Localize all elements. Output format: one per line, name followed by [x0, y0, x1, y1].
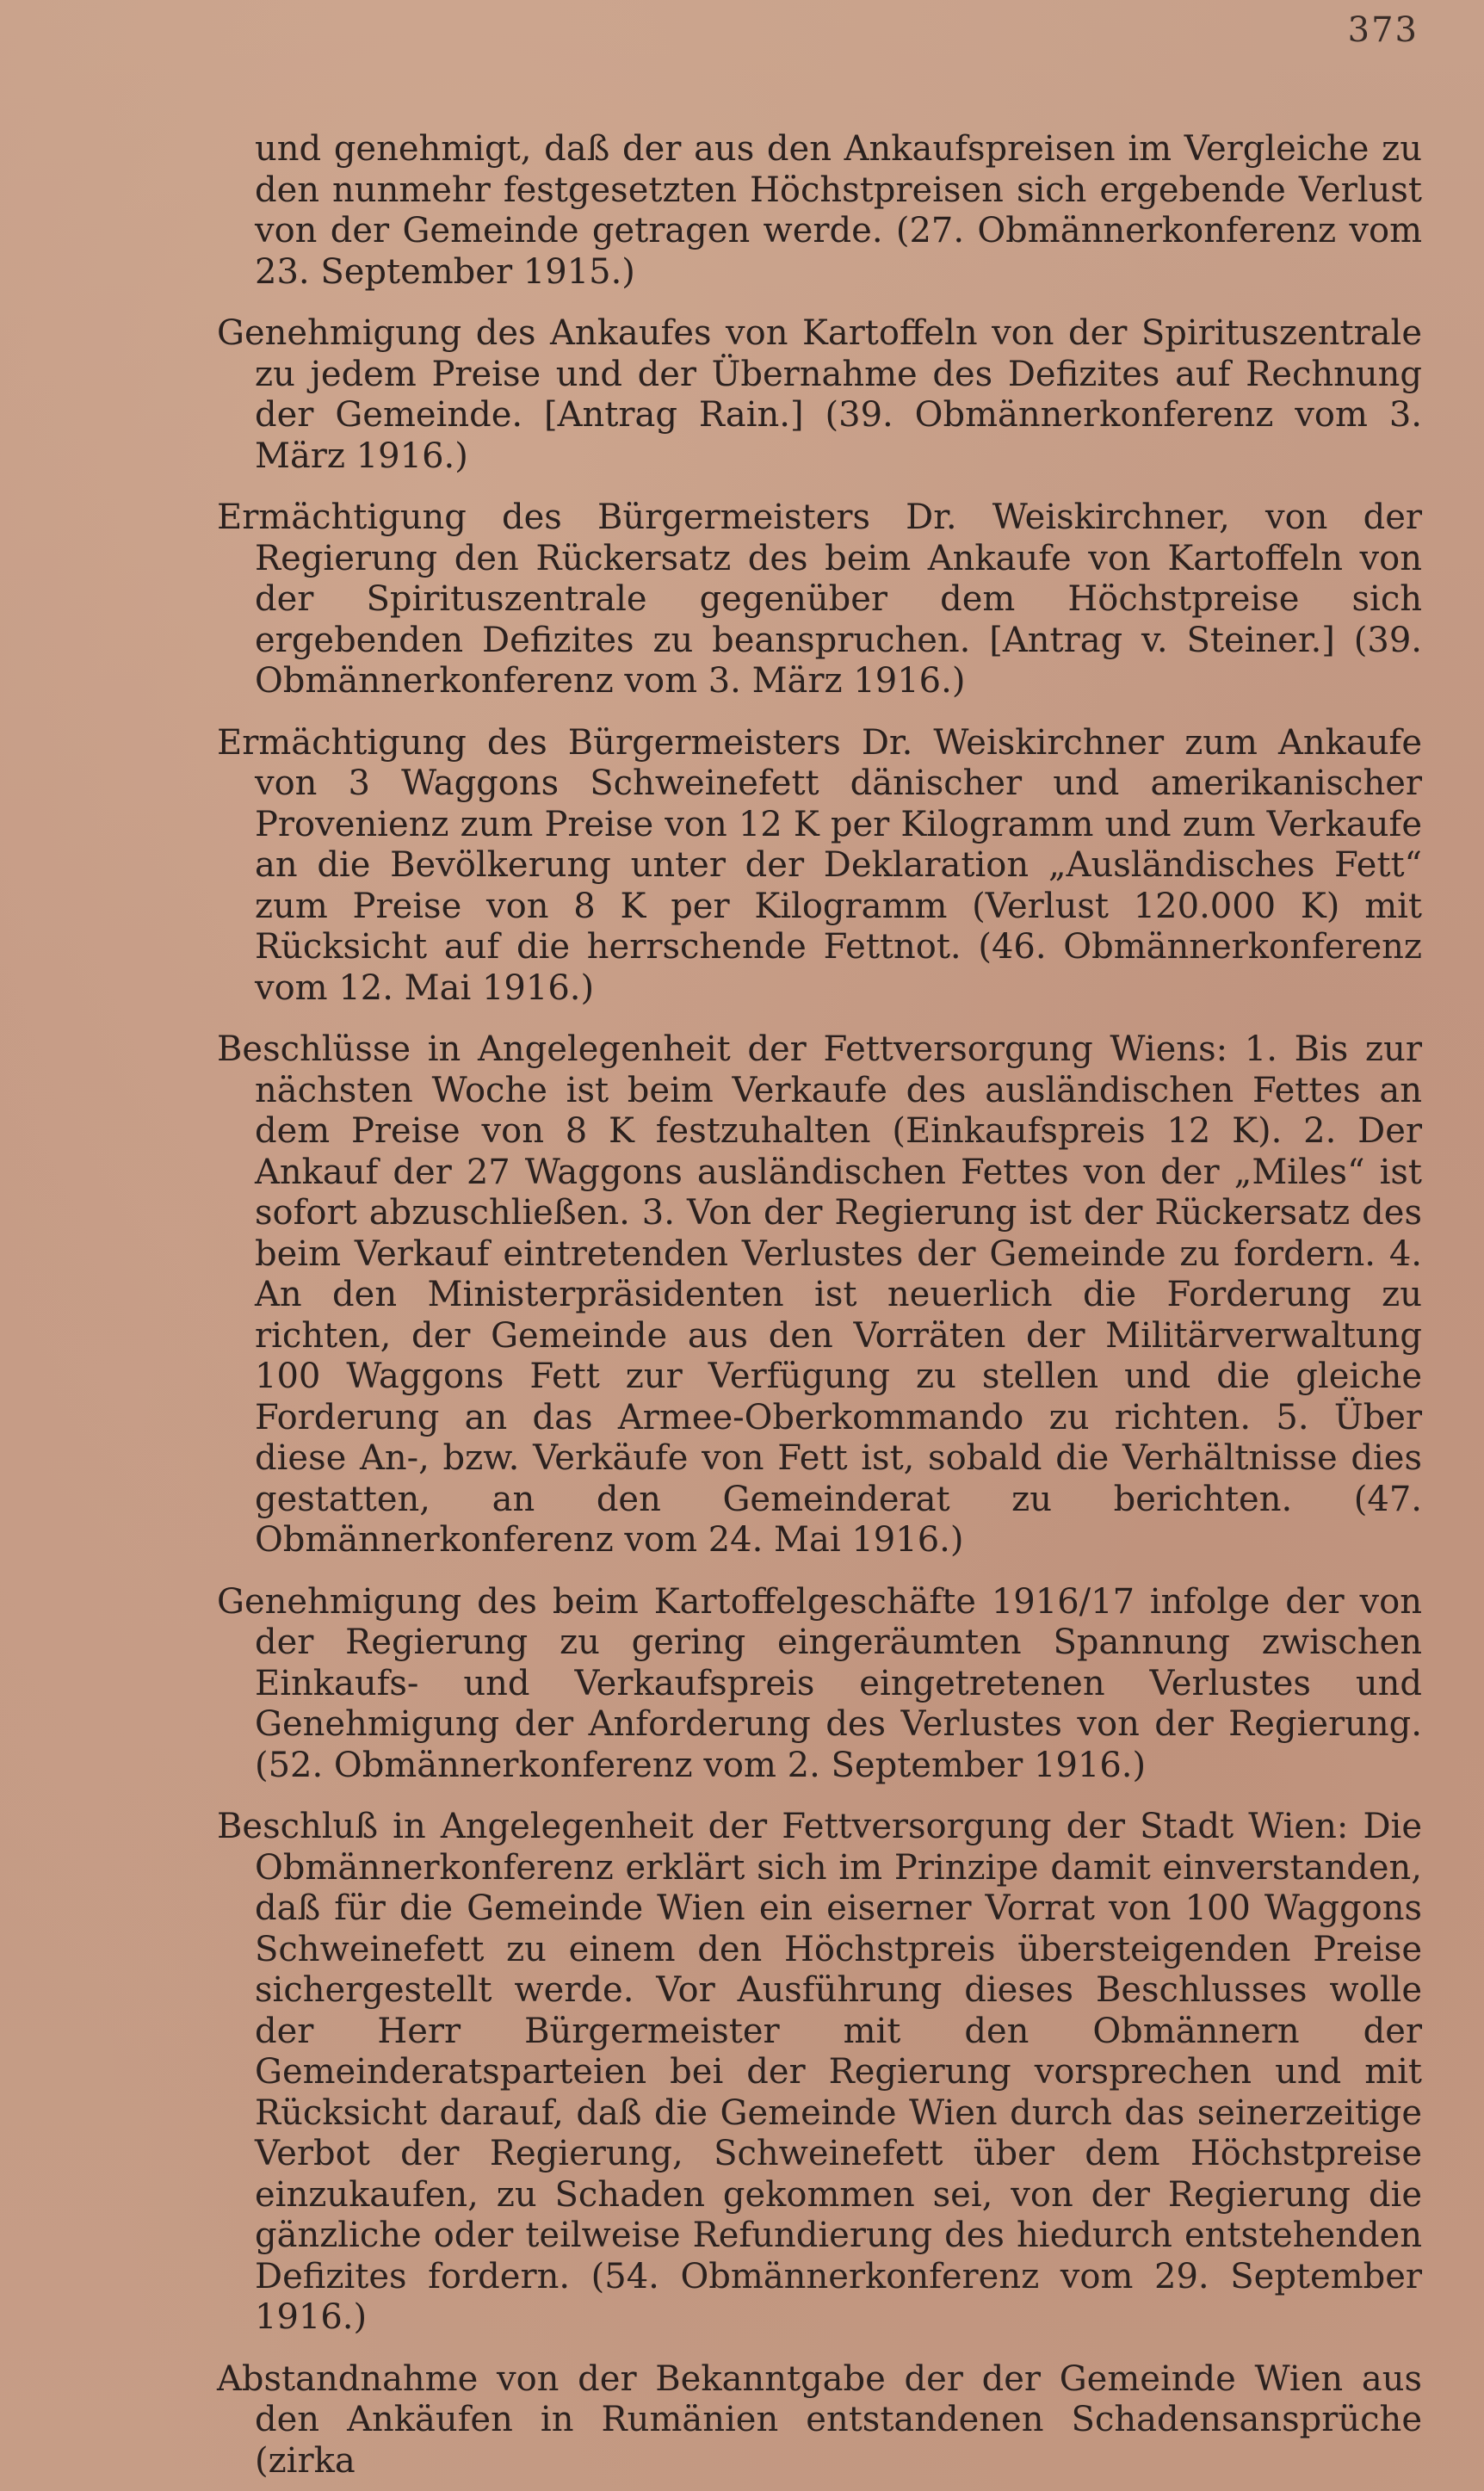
entry-7: Beschluß in Angelegenheit der Fettversorgung der Stadt Wien: Die Obmännerkonferenz erklärt sich im Prinzipe damit einverstanden, daß für die Gemeinde Wien ein eiserner Vorrat von 100 Waggons Schweinefett zu einem den Höchstpreis übersteigenden Preise sichergestellt werde. Vor Ausführung dieses Beschlusses wolle der Herr Bürgermeister mit den Obmännern der Gemeinderatsparteien bei der Regierung vorsprechen und mit Rücksicht darauf, daß die Gemeinde Wien durch das seinerzeitige Verbot der Regierung, Schweinefett über dem Höchstpreise einzukaufen, zu Schaden gekommen sei, von der Regierung die gänzliche oder teilweise Refundierung des hiedurch entstehenden Defizites fordern. (54. Obmännerkonferenz vom 29. September 1916.) — [217, 1807, 1422, 2337]
entry-4: Ermächtigung des Bürgermeisters Dr. Weiskirchner zum Ankaufe von 3 Waggons Schweinefett dänischer und amerikanischer Provenienz zum Preise von 12 K per Kilogramm und zum Verkaufe an die Bevölkerung unter der Deklaration „Ausländisches Fett“ zum Preise von 8 K per Kilogramm (Verlust 120.000 K) mit Rücksicht auf die herrschende Fettnot. (46. Obmännerkonferenz vom 12. Mai 1916.) — [217, 722, 1422, 1008]
entries-list — [217, 129, 1422, 2482]
entry-2: Genehmigung des Ankaufes von Kartoffeln von der Spirituszentrale zu jedem Preise und der Übernahme des Defizites auf Rechnung der Gemeinde. [Antrag Rain.] (39. Obmännerkonferenz vom 3. März 1916.) — [217, 313, 1422, 476]
entry-5: Beschlüsse in Angelegenheit der Fettversorgung Wiens: 1. Bis zur nächsten Woche ist beim Verkaufe des ausländischen Fettes an dem Preise von 8 K festzuhalten (Einkaufspreis 12 K). 2. Der Ankauf der 27 Waggons ausländischen Fettes von der „Miles“ ist sofort abzuschließen. 3. Von der Regierung ist der Rückersatz des beim Verkauf eintretenden Verlustes der Gemeinde zu fordern. 4. An den Ministerpräsidenten ist neuerlich die Forderung zu richten, der Gemeinde aus den Vorräten der Militärverwaltung 100 Waggons Fett zur Verfügung zu stellen und die gleiche Forderung an das Armee-Oberkommando zu richten. 5. Über diese An-, bzw. Verkäufe von Fett ist, sobald die Verhältnisse dies gestatten, an den Gemeinderat zu berichten. (47. Obmännerkonferenz vom 24. Mai 1916.) — [217, 1029, 1422, 1560]
page-number: 373 — [1347, 10, 1419, 50]
entry-8: Abstandnahme von der Bekanntgabe der der Gemeinde Wien aus den Ankäufen in Rumänien entstandenen Schadensansprüche (zirka — [217, 2358, 1422, 2481]
entry-6: Genehmigung des beim Kartoffelgeschäfte 1916/17 infolge der von der Regierung zu gering eingeräumten Spannung zwischen Einkaufs- und Verkaufspreis eingetretenen Verlustes und Genehmigung der Anforderung des Verlustes von der Regierung. (52. Obmännerkonferenz vom 2. September 1916.) — [217, 1581, 1422, 1785]
entry-3: Ermächtigung des Bürgermeisters Dr. Weiskirchner, von der Regierung den Rückersatz des beim Ankaufe von Kartoffeln von der Spirituszentrale gegenüber dem Höchstpreise sich ergebenden Defizites zu beanspruchen. [Antrag v. Steiner.] (39. Obmännerkonferenz vom 3. März 1916.) — [217, 498, 1422, 701]
entry-1-continuation: und genehmigt, daß der aus den Ankaufspreisen im Vergleiche zu den nunmehr festgesetzten Höchstpreisen sich ergebende Verlust von der Gemeinde getragen werde. (27. Obmännerkonferenz vom 23. September 1915.) — [255, 129, 1422, 292]
